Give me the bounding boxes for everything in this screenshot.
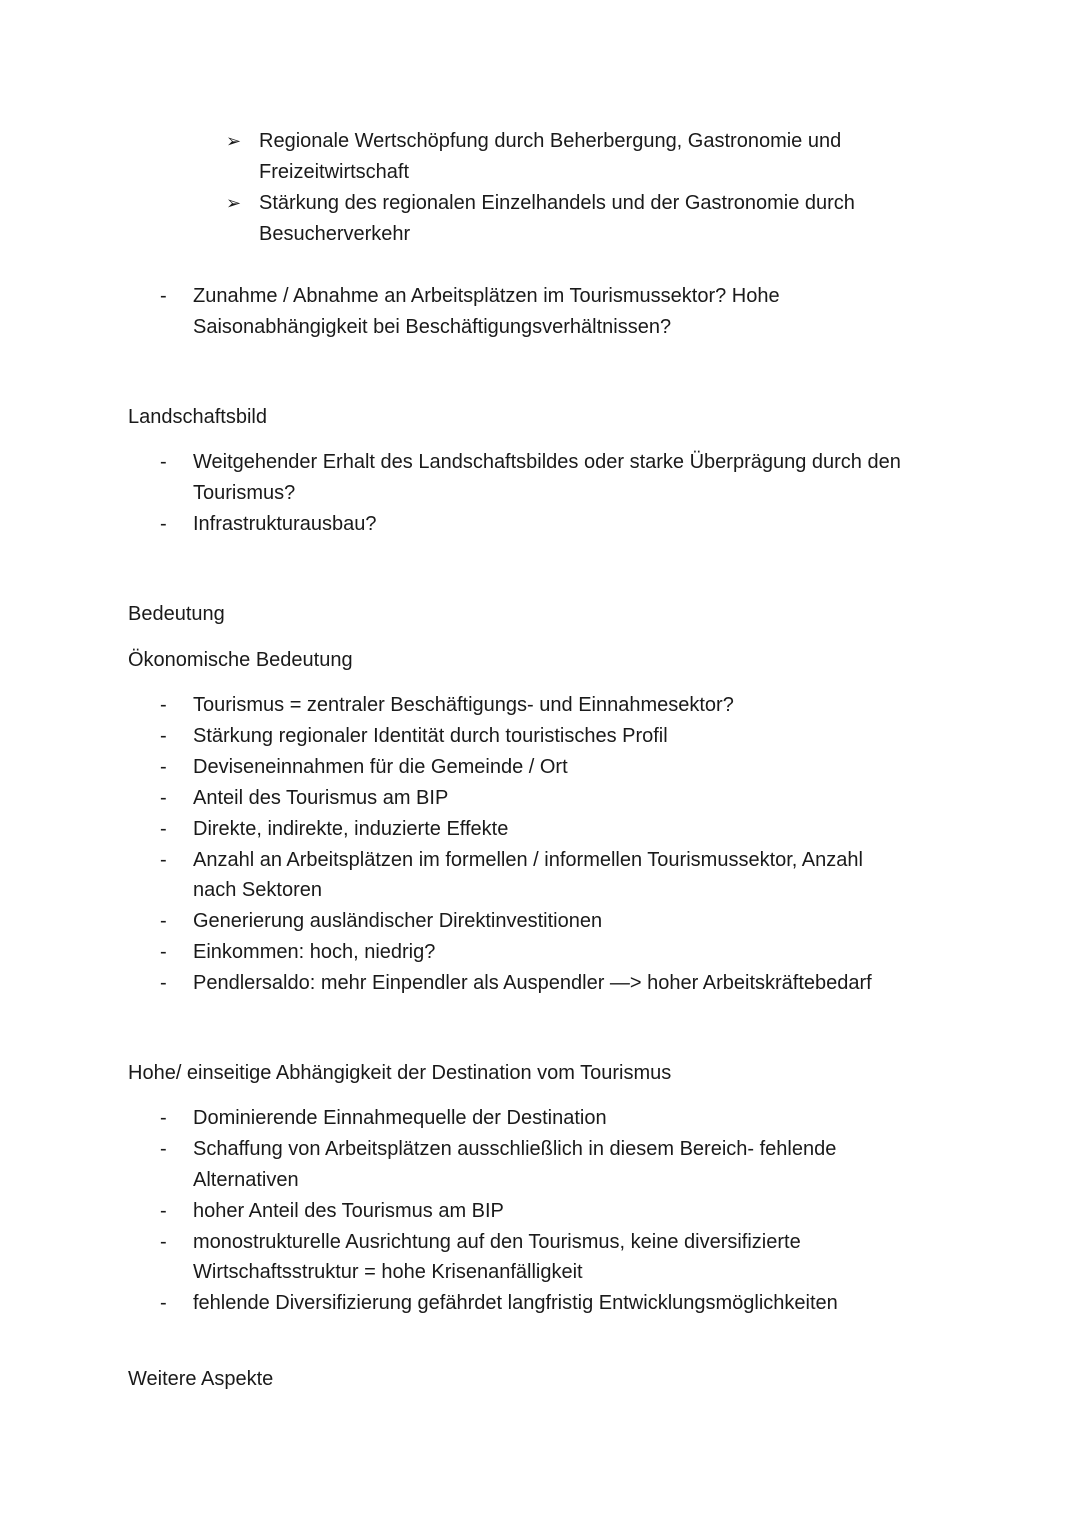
sub-bullet-2-line-1: Stärkung des regionalen Einzelhandels und der Gastronomie durch xyxy=(259,192,855,214)
bedeutung-item-2: Stärkung regionaler Identität durch touristisches Profil xyxy=(193,725,668,747)
bedeutung-item-6-line-2: nach Sektoren xyxy=(193,879,322,901)
bedeutung-item-5: Direkte, indirekte, induzierte Effekte xyxy=(193,818,509,840)
abhaengigkeit-item-4-line-2: Wirtschaftsstruktur = hohe Krisenanfälligkeit xyxy=(193,1261,583,1283)
bedeutung-item-6-line-1: Anzahl an Arbeitsplätzen im formellen / informellen Tourismussektor, Anzahl xyxy=(193,849,863,871)
dash-bullet: - xyxy=(160,1138,167,1160)
dash-bullet: - xyxy=(160,941,167,963)
bullet-top-line-2: Saisonabhängigkeit bei Beschäftigungsverhältnissen? xyxy=(193,316,672,338)
landschaft-item-1-line-1: Weitgehender Erhalt des Landschaftsbildes oder starke Überprägung durch den xyxy=(193,451,901,473)
abhaengigkeit-item-4-line-1: monostrukturelle Ausrichtung auf den Tourismus, keine diversifizierte xyxy=(193,1231,801,1253)
bedeutung-item-7: Generierung ausländischer Direktinvestitionen xyxy=(193,910,603,932)
arrow-bullet-icon: ➢ xyxy=(226,131,242,151)
dash-bullet: - xyxy=(160,694,167,716)
dash-bullet: - xyxy=(160,1292,167,1314)
heading-abhaengigkeit: Hohe/ einseitige Abhängigkeit der Destination vom Tourismus xyxy=(128,1062,672,1084)
dash-bullet: - xyxy=(160,285,167,307)
heading-landschaftsbild: Landschaftsbild xyxy=(128,406,267,428)
dash-bullet: - xyxy=(160,1200,167,1222)
heading-bedeutung: Bedeutung xyxy=(128,603,225,625)
bedeutung-item-1: Tourismus = zentraler Beschäftigungs- und Einnahmesektor? xyxy=(193,694,734,716)
sub-bullet-2-line-2: Besucherverkehr xyxy=(259,223,411,245)
bedeutung-item-8: Einkommen: hoch, niedrig? xyxy=(193,941,436,963)
dash-bullet: - xyxy=(160,818,167,840)
sub-bullet-1-line-1: Regionale Wertschöpfung durch Beherbergung, Gastronomie und xyxy=(259,130,842,152)
dash-bullet: - xyxy=(160,513,167,535)
dash-bullet: - xyxy=(160,972,167,994)
bullet-top-line-1: Zunahme / Abnahme an Arbeitsplätzen im Tourismussektor? Hohe xyxy=(193,285,780,307)
abhaengigkeit-item-2-line-1: Schaffung von Arbeitsplätzen ausschließlich in diesem Bereich- fehlende xyxy=(193,1138,837,1160)
dash-bullet: - xyxy=(160,451,167,473)
dash-bullet: - xyxy=(160,849,167,871)
abhaengigkeit-item-2-line-2: Alternativen xyxy=(193,1169,299,1191)
heading-weitere-aspekte: Weitere Aspekte xyxy=(128,1368,274,1390)
dash-bullet: - xyxy=(160,725,167,747)
subheading-oekonomische-bedeutung: Ökonomische Bedeutung xyxy=(128,649,353,671)
abhaengigkeit-item-3: hoher Anteil des Tourismus am BIP xyxy=(193,1200,504,1222)
dash-bullet: - xyxy=(160,910,167,932)
bedeutung-item-3: Deviseneinnahmen für die Gemeinde / Ort xyxy=(193,756,568,778)
sub-bullet-1-line-2: Freizeitwirtschaft xyxy=(259,161,410,183)
dash-bullet: - xyxy=(160,1231,167,1253)
dash-bullet: - xyxy=(160,1107,167,1129)
landschaft-item-1-line-2: Tourismus? xyxy=(193,482,296,504)
arrow-bullet-icon: ➢ xyxy=(226,193,242,213)
bedeutung-item-9: Pendlersaldo: mehr Einpendler als Auspendler —> hoher Arbeitskräftebedarf xyxy=(193,972,872,994)
dash-bullet: - xyxy=(160,787,167,809)
bedeutung-item-4: Anteil des Tourismus am BIP xyxy=(193,787,449,809)
dash-bullet: - xyxy=(160,756,167,778)
landschaft-item-2: Infrastrukturausbau? xyxy=(193,513,377,535)
abhaengigkeit-item-5: fehlende Diversifizierung gefährdet langfristig Entwicklungsmöglichkeiten xyxy=(193,1292,838,1314)
abhaengigkeit-item-1: Dominierende Einnahmequelle der Destination xyxy=(193,1107,607,1129)
